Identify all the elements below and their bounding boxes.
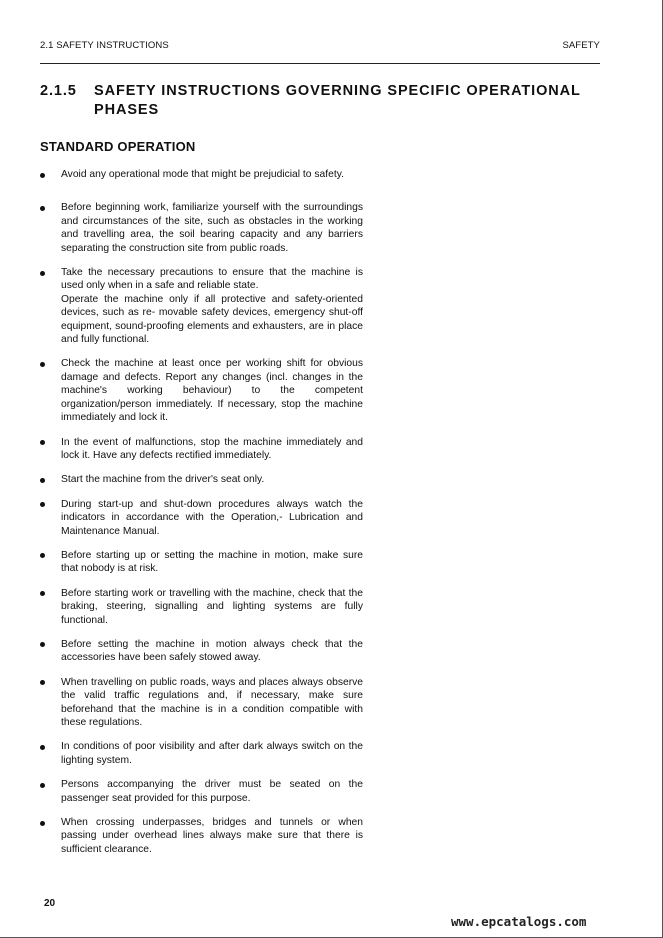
section-number: 2.1.5 [40, 83, 77, 99]
bullet-item [40, 638, 363, 665]
subheading: STANDARD OPERATION [40, 139, 196, 154]
bullet-text: Operate the machine only if all protective and safety-oriented devices, such as re- movable safety devices, emergency shut-off equipment, sound-proofing elements and exhausters, are in place and fully functional. [61, 293, 363, 346]
bullet-item [40, 740, 363, 767]
bullet-item [40, 357, 363, 424]
bullet-item [40, 676, 363, 730]
bullet-dot-icon [40, 745, 45, 750]
bullet-item [40, 816, 363, 856]
header-section-label: 2.1 SAFETY INSTRUCTIONS [40, 40, 169, 51]
bullet-dot-icon [40, 553, 45, 558]
bullet-text: Start the machine from the driver's seat only. [61, 474, 265, 486]
bullet-item [40, 266, 363, 346]
bullet-dot-icon [40, 591, 45, 596]
header-divider [40, 63, 600, 64]
bullet-item [40, 498, 363, 538]
bullet-dot-icon [40, 680, 45, 685]
bullet-text: Check the machine at least once per working shift for obvious damage and defects. Report any changes (incl. changes in the machine's working behaviour) to the competent organization/person immediately. If necessary, stop the machine immediately and lock it. [61, 358, 363, 424]
bullet-text: During start-up and shut-down procedures always watch the indicators in accordance with the Operation,- Lubrication and Maintenance Manual. [61, 498, 363, 537]
bullet-dot-icon [40, 642, 45, 647]
bullet-dot-icon [40, 271, 45, 276]
bullet-text: In the event of malfunctions, stop the machine immediately and lock it. Have any defects rectified immediately. [61, 436, 363, 461]
running-header [40, 40, 600, 54]
bullet-text: Before setting the machine in motion always check that the accessories have been safely stowed away. [61, 638, 363, 664]
bullet-text: Persons accompanying the driver must be seated on the passenger seat provided for this purpose. [61, 779, 363, 804]
bullet-item [40, 778, 363, 805]
section-title: SAFETY INSTRUCTIONS GOVERNING SPECIFIC OPERATIONAL PHASES [94, 83, 581, 118]
bullet-dot-icon [40, 478, 45, 483]
bullet-text: In conditions of poor visibility and after dark always switch on the lighting system. [61, 741, 363, 766]
bullet-dot-icon [40, 821, 45, 826]
watermark-url: www.epcatalogs.com [451, 914, 587, 929]
page-number: 20 [44, 898, 56, 909]
bullet-dot-icon [40, 502, 45, 507]
bullet-list [40, 168, 363, 856]
bullet-dot-icon [40, 362, 45, 367]
bullet-item [40, 549, 363, 576]
bullet-dot-icon [40, 173, 45, 178]
bullet-text: Avoid any operational mode that might be prejudicial to safety. [61, 169, 344, 180]
bullet-text: Take the necessary precautions to ensure that the machine is used only when in a safe and reliable state. [61, 267, 363, 292]
bullet-text: Before beginning work, familiarize yourself with the surroundings and circumstances of the site, such as obstacles in the working and travelling area, the soil bearing capacity and any barriers separating the construction site from public roads. [61, 202, 363, 254]
header-chapter-label: SAFETY [562, 40, 600, 51]
bullet-item [40, 168, 363, 181]
bullet-item [40, 436, 363, 463]
bullet-text: Before starting up or setting the machine in motion, make sure that nobody is at risk. [61, 549, 363, 575]
bullet-item [40, 201, 363, 255]
bullet-text: When travelling on public roads, ways and places always observe the valid traffic regulations and, if necessary, make sure beforehand that the machine is in a condition compatible with these regulations. [61, 676, 363, 728]
bullet-text: Before starting work or travelling with the machine, check that the braking, steering, signalling and lighting systems are fully functional. [61, 587, 363, 626]
bullet-dot-icon [40, 440, 45, 445]
bullet-item [40, 473, 363, 486]
bullet-dot-icon [40, 206, 45, 211]
bullet-dot-icon [40, 783, 45, 788]
bullet-item [40, 587, 363, 627]
bullet-text: When crossing underpasses, bridges and tunnels or when passing under overhead lines always make sure that there is sufficient clearance. [61, 817, 363, 855]
